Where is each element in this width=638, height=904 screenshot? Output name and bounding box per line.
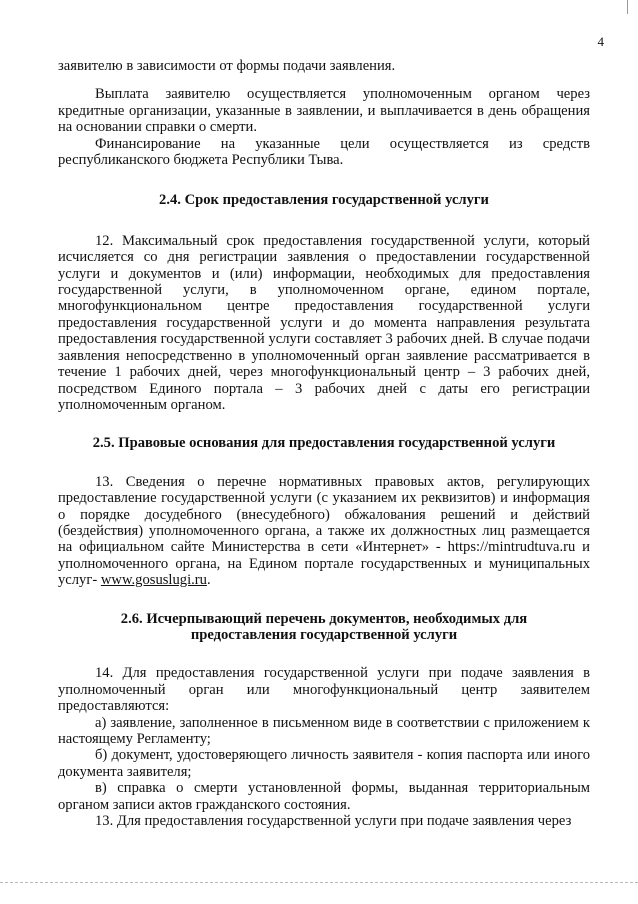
paragraph-payment: Выплата заявителю осуществляется уполномоченным органом через кредитные организации, указанные в заявлении, и выплачивается в день обращения на основании справки о смерти.	[58, 86, 590, 136]
document-body	[58, 58, 590, 829]
paragraph-13-last: 13. Для предоставления государственной услуги при подаче заявления через	[95, 813, 572, 830]
gosuslugi-link[interactable]: www.gosuslugi.ru	[100, 572, 207, 589]
paragraph-financing: Финансирование на указанные цели осуществляется из средств республиканского бюджета Республики Тыва.	[58, 135, 590, 169]
paragraph-14-c: в) справка о смерти установленной формы, выданная территориальным органом записи актов гражданского состояния.	[58, 780, 590, 813]
heading-2-4: 2.4. Срок предоставления государственной услуги	[159, 192, 489, 209]
paragraph-13	[58, 474, 590, 589]
scan-bottom-line	[0, 882, 638, 883]
paragraph-14: 14. Для предоставления государственной услуги при подаче заявления в уполномоченный орган или многофункциональный центр заявителем предоставляются:	[58, 665, 590, 715]
scan-edge-mark	[627, 0, 628, 14]
paragraph-intro: заявителю в зависимости от формы подачи заявления.	[58, 58, 396, 74]
page-number: 4	[597, 34, 604, 49]
heading-2-5: 2.5. Правовые основания для предоставления государственной услуги	[92, 435, 556, 452]
paragraph-14-a: а) заявление, заполненное в письменном виде в соответствии с приложением к настоящему Регламенту;	[58, 714, 590, 747]
heading-2-6: 2.6. Исчерпывающий перечень документов, необходимых для предоставления государственной услуги	[120, 610, 528, 643]
paragraph-13-text: 13. Сведения о перечне нормативных правовых актов, регулирующих предоставление государственной услуги (с указанием их реквизитов) и информация о порядке досудебного (внесудебного) обжалования решений и действий (бездействия) уполномоченного органа, а также их должностных лиц размещается на официальном сайте Министерства в сети «Интернет» - https://mintrudtuva.ru и уполномоченного органа, на Едином портале государственных и муниципальных услуг-	[58, 473, 590, 589]
paragraph-14-b: б) документ, удостоверяющего личность заявителя - копия паспорта или иного документа заявителя;	[58, 747, 590, 780]
paragraph-13-end: .	[206, 572, 211, 589]
paragraph-12: 12. Максимальный срок предоставления государственной услуги, который исчисляется со дня регистрации заявления о предоставлении государственной услуги и документов и (или) информации, необходимых для предоставления государственной услуги, в уполномоченном органе, едином портале, многофункциональном центре предоставления государственной услуги предоставления государственной услуги и до момента направления результата предоставления государственной услуги составляет 3 рабочих дней. В случае подачи заявления непосредственно в уполномоченный орган заявление рассматривается в течение 1 рабочих дней, через многофункциональный центр – 3 рабочих дней, посредством Единого портала – 3 рабочих дней с даты его регистрации уполномоченным органом.	[58, 232, 590, 413]
